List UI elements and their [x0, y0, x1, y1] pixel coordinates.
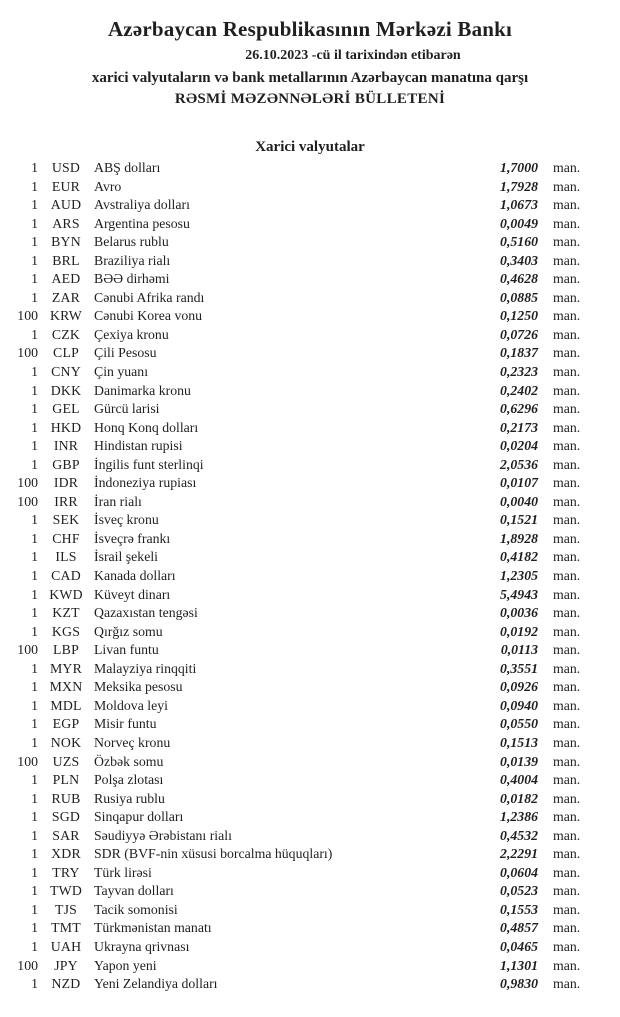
currency-name: İran rialı [94, 493, 142, 509]
nominal-quantity: 1 [31, 734, 38, 750]
currency-name: Gürcü larisi [94, 401, 160, 417]
rate-row [0, 344, 620, 363]
unit-label: man. [553, 679, 581, 695]
rate-row [0, 233, 620, 252]
currency-code: BYN [51, 234, 81, 250]
nominal-quantity: 100 [17, 475, 38, 491]
currency-name: Livan funtu [94, 642, 159, 658]
currency-name: İngilis funt sterlinqi [94, 456, 204, 472]
currency-name: Belarus rublu [94, 234, 169, 250]
unit-label: man. [553, 827, 581, 843]
nominal-quantity: 1 [31, 976, 38, 992]
currency-name: Polşa zlotası [94, 772, 164, 788]
unit-label: man. [553, 883, 581, 899]
unit-label: man. [553, 215, 581, 231]
currency-name: Norveç kronu [94, 734, 171, 750]
rate-value: 0,3551 [500, 660, 538, 676]
unit-label: man. [553, 716, 581, 732]
currency-name: Cənubi Korea vonu [94, 308, 203, 324]
currency-code: CZK [51, 326, 81, 342]
currency-name: Ukrayna qrivnası [94, 938, 190, 954]
unit-label: man. [553, 364, 581, 380]
rate-value: 0,0604 [500, 864, 538, 880]
unit-label: man. [553, 475, 581, 491]
nominal-quantity: 100 [17, 308, 38, 324]
nominal-quantity: 1 [31, 623, 38, 639]
rate-row [0, 586, 620, 605]
rate-value: 1,7000 [500, 160, 538, 175]
rate-value: 1,0673 [500, 197, 538, 213]
currency-code: KWD [49, 586, 83, 602]
currency-code: CNY [51, 364, 81, 380]
unit-label: man. [553, 568, 581, 584]
nominal-quantity: 1 [31, 846, 38, 862]
currency-name: Hindistan rupisi [94, 438, 183, 454]
unit-label: man. [553, 920, 581, 936]
rate-row [0, 270, 620, 289]
currency-code: TWD [49, 883, 82, 899]
rate-value: 0,1553 [500, 901, 538, 917]
rate-row [0, 678, 620, 697]
currency-code: TMT [51, 920, 81, 936]
section-title-foreign-currencies: Xarici valyutalar [255, 139, 365, 155]
currency-code: GBP [52, 456, 80, 472]
currency-name: Cənubi Afrika randı [94, 289, 205, 305]
rate-value: 0,4857 [500, 920, 538, 936]
currency-code: HKD [50, 419, 82, 435]
nominal-quantity: 1 [31, 901, 38, 917]
currency-code: INR [53, 438, 79, 454]
rate-value: 0,0885 [500, 289, 538, 305]
nominal-quantity: 1 [31, 178, 38, 194]
rate-value: 0,0550 [500, 716, 538, 732]
currency-name: SDR (BVF-nin xüsusi borcalma hüquqları) [94, 846, 333, 862]
bulletin-header [0, 0, 620, 110]
bulletin-subtitle-line1: xarici valyutaların və bank metallarının Azərbaycan manatına qarşı [91, 70, 529, 86]
currency-code: PLN [52, 772, 80, 788]
rate-row [0, 641, 620, 660]
currency-code: KZT [52, 605, 80, 621]
nominal-quantity: 1 [31, 679, 38, 695]
unit-label: man. [553, 401, 581, 417]
rate-row [0, 882, 620, 901]
currency-code: ARS [52, 215, 80, 231]
rate-row [0, 363, 620, 382]
currency-name: Malayziya rinqqiti [94, 660, 197, 676]
nominal-quantity: 100 [17, 642, 38, 658]
rate-row [0, 196, 620, 215]
currency-name: Küveyt dinarı [94, 586, 171, 602]
currency-name: Meksika pesosu [94, 679, 183, 695]
rate-value: 0,2173 [500, 419, 538, 435]
unit-label: man. [553, 234, 581, 250]
nominal-quantity: 100 [17, 753, 38, 769]
rate-value: 0,1837 [500, 345, 538, 361]
currency-code: BRL [52, 252, 80, 268]
nominal-quantity: 1 [31, 382, 38, 398]
rate-row [0, 808, 620, 827]
rate-row [0, 178, 620, 197]
nominal-quantity: 1 [31, 660, 38, 676]
currency-name: Yeni Zelandiya dolları [94, 976, 218, 992]
currency-name: İndoneziya rupiası [94, 475, 197, 491]
currency-name: Danimarka kronu [94, 382, 191, 398]
unit-label: man. [553, 753, 581, 769]
nominal-quantity: 1 [31, 530, 38, 546]
rate-row [0, 530, 620, 549]
currency-code: IRR [54, 493, 78, 509]
unit-label: man. [553, 326, 581, 342]
currency-name: Rusiya rublu [94, 790, 165, 806]
rate-row [0, 252, 620, 271]
rate-row [0, 456, 620, 475]
rate-row [0, 548, 620, 567]
bank-title: Azərbaycan Respublikasının Mərkəzi Bankı [107, 17, 513, 41]
rate-row [0, 289, 620, 308]
rate-row [0, 827, 620, 846]
currency-code: USD [51, 160, 81, 175]
rate-value: 0,3403 [500, 252, 538, 268]
unit-label: man. [553, 512, 581, 528]
rate-row [0, 604, 620, 623]
nominal-quantity: 1 [31, 697, 38, 713]
rate-row [0, 901, 620, 920]
rate-value: 0,0036 [500, 605, 538, 621]
currency-code: GEL [52, 401, 80, 417]
currency-code: CAD [51, 568, 81, 584]
currency-code: MXN [49, 679, 83, 695]
unit-label: man. [553, 160, 581, 175]
rate-value: 0,0726 [500, 326, 538, 342]
unit-label: man. [553, 493, 581, 509]
rate-value: 0,0182 [500, 790, 538, 806]
currency-name: Misir funtu [94, 716, 157, 732]
rate-value: 1,2305 [500, 568, 538, 584]
currency-code: KRW [49, 308, 83, 324]
nominal-quantity: 100 [17, 345, 38, 361]
currency-name: İsveç kronu [94, 512, 159, 528]
nominal-quantity: 1 [31, 215, 38, 231]
rate-row [0, 493, 620, 512]
currency-code: KGS [51, 623, 81, 639]
currency-code: JPY [54, 957, 78, 973]
unit-label: man. [553, 197, 581, 213]
unit-label: man. [553, 605, 581, 621]
rate-value: 2,2291 [500, 846, 538, 862]
rate-value: 0,0940 [500, 697, 538, 713]
rate-value: 1,7928 [500, 178, 538, 194]
rate-row [0, 753, 620, 772]
rate-value: 1,1301 [500, 957, 538, 973]
unit-label: man. [553, 178, 581, 194]
nominal-quantity: 1 [31, 252, 38, 268]
currency-name: Moldova leyi [94, 697, 168, 713]
currency-name: Çili Pesosu [94, 345, 157, 361]
currency-code: RUB [51, 790, 81, 806]
rate-value: 0,0204 [500, 438, 538, 454]
rate-row [0, 159, 620, 178]
rate-value: 1,2386 [500, 809, 538, 825]
rate-row [0, 771, 620, 790]
rate-row [0, 957, 620, 976]
currency-code: TRY [52, 864, 80, 880]
nominal-quantity: 1 [31, 920, 38, 936]
rate-row [0, 864, 620, 883]
rate-value: 0,0107 [500, 475, 538, 491]
effective-date-line: 26.10.2023 -cü il tarixindən etibarən [245, 48, 461, 63]
unit-label: man. [553, 623, 581, 639]
nominal-quantity: 1 [31, 716, 38, 732]
unit-label: man. [553, 772, 581, 788]
rate-value: 0,0139 [500, 753, 538, 769]
rate-row [0, 975, 620, 994]
currency-code: MDL [50, 697, 82, 713]
unit-label: man. [553, 530, 581, 546]
unit-label: man. [553, 271, 581, 287]
rate-row [0, 419, 620, 438]
rate-row [0, 623, 620, 642]
rate-row [0, 215, 620, 234]
unit-label: man. [553, 456, 581, 472]
currency-code: SEK [52, 512, 80, 528]
currency-code: IDR [53, 475, 79, 491]
rate-value: 1,8928 [500, 530, 538, 546]
currency-code: CHF [52, 530, 80, 546]
currency-name: Sinqapur dolları [94, 809, 184, 825]
nominal-quantity: 1 [31, 289, 38, 305]
nominal-quantity: 1 [31, 938, 38, 954]
rate-value: 0,4532 [500, 827, 538, 843]
nominal-quantity: 1 [31, 883, 38, 899]
currency-name: Qazaxıstan tengəsi [94, 605, 198, 621]
nominal-quantity: 1 [31, 864, 38, 880]
currency-code: NZD [51, 976, 81, 992]
rate-value: 0,0523 [500, 883, 538, 899]
unit-label: man. [553, 864, 581, 880]
rate-row [0, 919, 620, 938]
currency-name: Türk lirəsi [94, 864, 152, 880]
bulletin-subtitle-line2: RƏSMİ MƏZƏNNƏLƏRİ BÜLLETENİ [174, 91, 446, 107]
rate-value: 5,4943 [500, 586, 538, 602]
nominal-quantity: 1 [31, 605, 38, 621]
currency-name: Honq Konq dolları [94, 419, 199, 435]
nominal-quantity: 1 [31, 419, 38, 435]
nominal-quantity: 100 [17, 493, 38, 509]
rate-row [0, 511, 620, 530]
nominal-quantity: 1 [31, 271, 38, 287]
unit-label: man. [553, 957, 581, 973]
currency-name: Qırğız somu [94, 623, 163, 639]
currency-name: Çexiya kronu [94, 326, 169, 342]
rate-value: 0,1513 [500, 734, 538, 750]
rate-row [0, 567, 620, 586]
currency-name: Səudiyyə Ərəbistanı rialı [94, 827, 232, 843]
nominal-quantity: 1 [31, 326, 38, 342]
unit-label: man. [553, 901, 581, 917]
rate-row [0, 326, 620, 345]
nominal-quantity: 1 [31, 364, 38, 380]
unit-label: man. [553, 419, 581, 435]
nominal-quantity: 1 [31, 549, 38, 565]
rate-value: 0,9830 [500, 976, 538, 992]
currency-code: AED [51, 271, 81, 287]
nominal-quantity: 1 [31, 234, 38, 250]
rate-value: 0,2402 [500, 382, 538, 398]
currency-name: Tayvan dolları [94, 883, 174, 899]
rate-value: 0,1521 [500, 512, 538, 528]
rate-value: 0,0926 [500, 679, 538, 695]
unit-label: man. [553, 345, 581, 361]
rate-value: 0,0465 [500, 938, 538, 954]
unit-label: man. [553, 809, 581, 825]
nominal-quantity: 1 [31, 456, 38, 472]
unit-label: man. [553, 252, 581, 268]
currency-code: TJS [54, 901, 78, 917]
currency-name: Çin yuanı [94, 364, 149, 380]
rate-value: 0,2323 [500, 364, 538, 380]
currency-code: LBP [53, 642, 79, 658]
unit-label: man. [553, 790, 581, 806]
rate-value: 0,0049 [500, 215, 538, 231]
rate-row [0, 697, 620, 716]
currency-name: Avro [94, 178, 122, 194]
currency-name: Türkmənistan manatı [94, 920, 212, 936]
nominal-quantity: 1 [31, 160, 38, 175]
rate-value: 0,4004 [500, 772, 538, 788]
rate-row [0, 307, 620, 326]
rate-row [0, 734, 620, 753]
rate-row [0, 400, 620, 419]
currency-name: BƏƏ dirhəmi [94, 271, 170, 287]
unit-label: man. [553, 586, 581, 602]
nominal-quantity: 1 [31, 790, 38, 806]
currency-name: Özbək somu [94, 753, 164, 769]
currency-code: SGD [51, 809, 81, 825]
currency-code: SAR [52, 827, 80, 843]
rate-row [0, 660, 620, 679]
currency-code: MYR [49, 660, 83, 676]
currency-name: Yapon yeni [94, 957, 157, 973]
unit-label: man. [553, 660, 581, 676]
rate-row [0, 437, 620, 456]
unit-label: man. [553, 438, 581, 454]
rate-row [0, 845, 620, 864]
unit-label: man. [553, 846, 581, 862]
currency-name: Kanada dolları [94, 568, 176, 584]
currency-code: DKK [50, 382, 82, 398]
nominal-quantity: 1 [31, 772, 38, 788]
currency-code: ZAR [51, 289, 81, 305]
rate-value: 0,4182 [500, 549, 538, 565]
unit-label: man. [553, 549, 581, 565]
currency-name: İsveçrə frankı [94, 530, 171, 546]
currency-code: EUR [51, 178, 81, 194]
currency-name: Avstraliya dolları [94, 197, 190, 213]
nominal-quantity: 1 [31, 827, 38, 843]
rate-row [0, 474, 620, 493]
unit-label: man. [553, 697, 581, 713]
rate-row [0, 715, 620, 734]
nominal-quantity: 1 [31, 586, 38, 602]
currency-code: XDR [51, 846, 81, 862]
unit-label: man. [553, 308, 581, 324]
rate-row [0, 790, 620, 809]
currency-name: ABŞ dolları [94, 160, 161, 175]
currency-code: AUD [50, 197, 82, 213]
currency-code: EGP [52, 716, 80, 732]
rate-row [0, 382, 620, 401]
currency-code: UAH [50, 938, 82, 954]
unit-label: man. [553, 382, 581, 398]
rate-value: 0,6296 [500, 401, 538, 417]
rate-value: 0,5160 [500, 234, 538, 250]
unit-label: man. [553, 289, 581, 305]
unit-label: man. [553, 976, 581, 992]
rate-value: 0,1250 [500, 308, 538, 324]
unit-label: man. [553, 938, 581, 954]
currency-name: Braziliya rialı [94, 252, 171, 268]
currency-name: Tacik somonisi [94, 901, 178, 917]
nominal-quantity: 1 [31, 197, 38, 213]
nominal-quantity: 1 [31, 512, 38, 528]
nominal-quantity: 100 [17, 957, 38, 973]
nominal-quantity: 1 [31, 568, 38, 584]
rate-value: 0,0113 [500, 642, 538, 658]
rate-value: 2,0536 [500, 456, 538, 472]
rate-value: 0,0040 [500, 493, 538, 509]
nominal-quantity: 1 [31, 401, 38, 417]
nominal-quantity: 1 [31, 438, 38, 454]
currency-name: Argentina pesosu [94, 215, 190, 231]
rate-value: 0,4628 [500, 271, 538, 287]
rates-list [0, 159, 620, 994]
rate-value: 0,0192 [500, 623, 538, 639]
currency-code: ILS [55, 549, 77, 565]
currency-code: UZS [52, 753, 80, 769]
currency-name: İsrail şekeli [94, 549, 158, 565]
currency-code: CLP [53, 345, 79, 361]
unit-label: man. [553, 734, 581, 750]
currency-code: NOK [50, 734, 82, 750]
rate-row [0, 938, 620, 957]
nominal-quantity: 1 [31, 809, 38, 825]
unit-label: man. [553, 642, 581, 658]
